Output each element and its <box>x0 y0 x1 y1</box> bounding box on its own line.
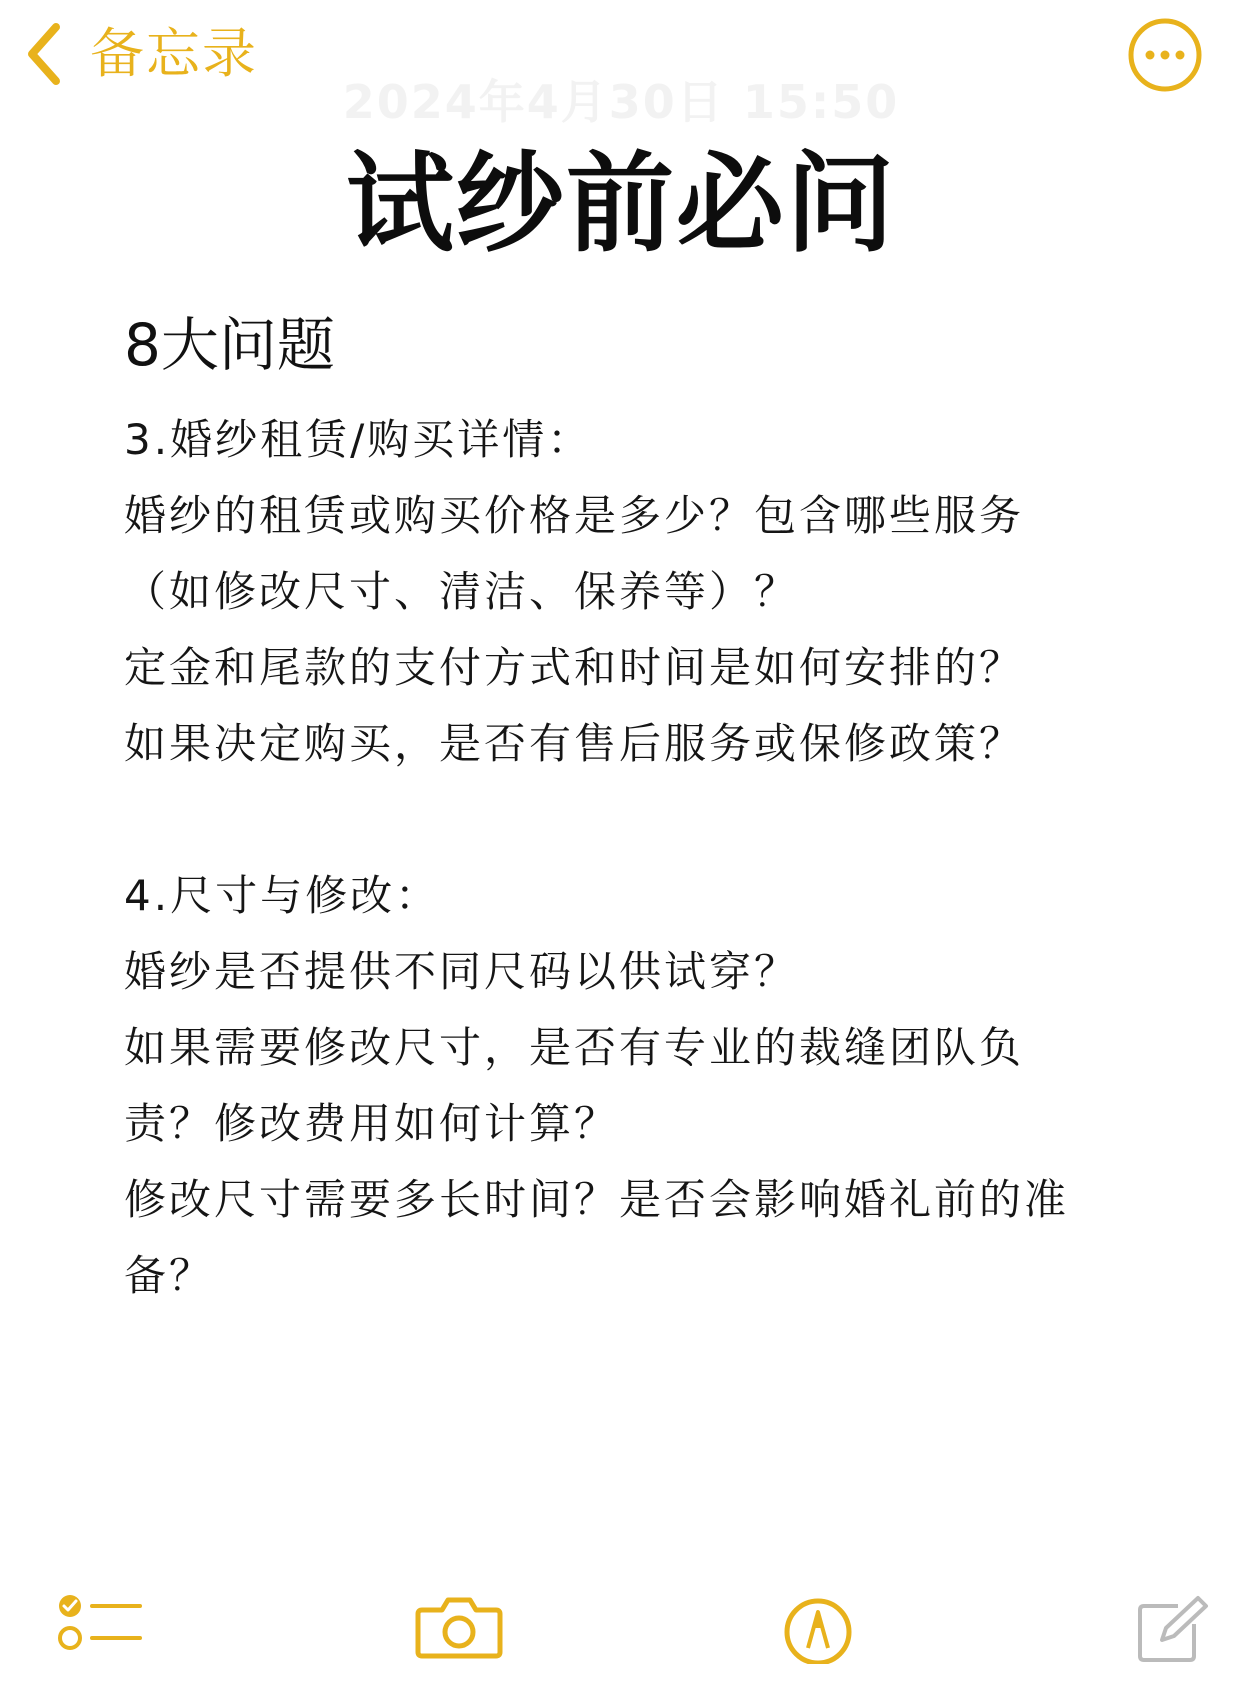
ellipsis-circle-icon <box>1126 16 1204 94</box>
note-line: 责？修改费用如何计算？ <box>124 1099 620 1148</box>
camera-button[interactable] <box>414 1594 504 1684</box>
note-timestamp: 2024年4月30日 15:50 <box>342 75 900 129</box>
note-line: （如修改尺寸、清洁、保养等）？ <box>124 567 800 616</box>
note-title: 试纱前必问 <box>345 142 896 267</box>
note-line: 婚纱是否提供不同尺码以供试穿？ <box>124 947 800 996</box>
more-button[interactable] <box>1126 16 1204 94</box>
markup-button[interactable] <box>778 1594 858 1684</box>
note-line: 备？ <box>124 1251 215 1300</box>
note-line: 修改尺寸需要多长时间？是否会影响婚礼前的准 <box>124 1175 1070 1224</box>
note-line: 4.尺寸与修改： <box>124 871 441 920</box>
note-line: 婚纱的租赁或购买价格是多少？包含哪些服务 <box>124 491 1025 540</box>
pen-tip-circle-icon <box>778 1594 858 1664</box>
back-label: 备忘录 <box>90 22 258 85</box>
note-line: 3.婚纱租赁/购买详情： <box>124 415 593 464</box>
blank-line <box>124 782 1124 858</box>
note-body[interactable] <box>124 402 1124 1314</box>
camera-icon <box>414 1594 504 1660</box>
note-line: 如果决定购买，是否有售后服务或保修政策？ <box>124 719 1025 768</box>
note-line: 如果需要修改尺寸，是否有专业的裁缝团队负 <box>124 1023 1025 1072</box>
compose-button[interactable] <box>1134 1594 1214 1684</box>
checklist-button[interactable] <box>56 1594 146 1684</box>
checklist-icon <box>56 1594 146 1650</box>
note-subtitle: 8大问题 <box>124 311 335 379</box>
compose-icon <box>1134 1594 1214 1664</box>
note-line: 定金和尾款的支付方式和时间是如何安排的？ <box>124 643 1025 692</box>
